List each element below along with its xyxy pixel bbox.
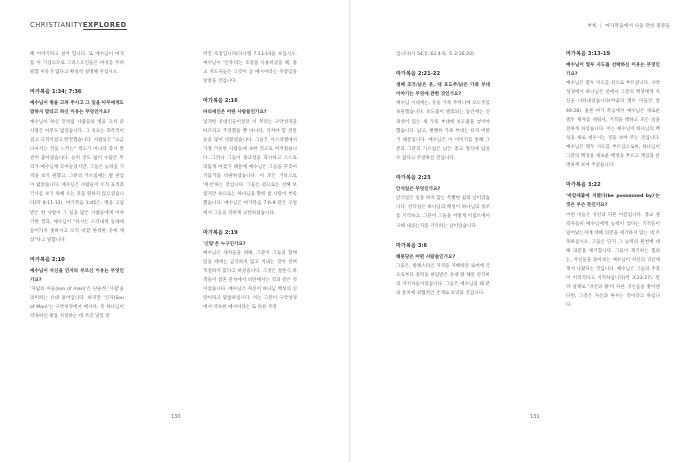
section-question: '바알세불에 지폈다(be possessed by)'는 것은 무슨 뜻인가요?	[566, 194, 660, 209]
column-1	[30, 50, 124, 322]
running-header-left	[30, 21, 127, 29]
section-heading: 마가복음 2:21-22	[396, 71, 441, 78]
section-heading: 마가복음 3:22	[566, 182, 601, 189]
page-number-right: 131	[530, 414, 540, 420]
header-section: 부록	[587, 24, 597, 29]
brand-light: CHRISTIANITY	[30, 21, 83, 29]
column-3	[396, 50, 490, 298]
column-intro: 려진 호칭입니다(다니엘 7:13-14을 보십시오. 예수님이 '인자'라는 호칭을 사용하셨을 때, 종교 지도자들은 그것이 곧 메시아라는 주장임을 알았을 것입니다.	[203, 52, 297, 85]
section-question: 생베 조각/낡은 옷, 새 포도주/낡은 가죽 부대 이야기는 무엇에 관한 것인가요?	[396, 83, 490, 98]
page-number-left: 130	[171, 414, 181, 420]
section-question: 예수님이 자신을 인자라 부르신 이유는 무엇인가요?	[30, 268, 124, 284]
section-answer: 예수님은 열두 지도를 선으로 부르셨니다. 구약성경에서 하나님은 선에서 그분의 백성에게 자신을 나타내셨습니다(야곱의 열두 아들인 창 49:28). 물론 마가 복음에서 예수님은 새로운 열두 제자를 세워서, 기적을 행하고 모든 일을 전하게 하셨습니다. 이는 예수님이 하나님의 백성을 새로 세우시는 것을 보여 주는 것입니다. 예수님은 열두 사도를 부르심으로써, 하나님이 그분의 백성을 새로운 백성을 부르고 계심을 분명하게 보여 주셨습니다.	[566, 81, 660, 169]
section-heading: 마가복음 2:23	[396, 175, 431, 182]
section-heading: 마가복음 3:6	[396, 242, 428, 249]
column-intro: 해 이야기하고 싶어 합니다. 또 예수님이 마귀를 이 기셨으므로 그리스도인들은 마귀를 두려워할 이유가 없다고 확실히 설명해 주십시오.	[30, 52, 124, 76]
section-answer: 예수님은 세자들을 위해, 그분이 그들과 함께 있을 때에는 금식하지 않고 지내는 것이 전혀 적절하지 않다고 하셨습니다. 그것은 결혼식 하객들이 결혼 잔치에서 비탄에서는 것과 같은 것이었습니다. 예수님은 자신이 하나님 백성의 신랑이라고 말씀하십니다. 이는 그분이 구약성경에서 약속한 메시아라는 또 다른 주장	[203, 250, 297, 311]
running-header-right	[587, 22, 670, 29]
section-question: 예수님이 열두 사도를 선택하신 이유는 무엇인가요?	[566, 63, 660, 78]
section-question: 예수님이 병을 고쳐 주시고 그 일을 아무에게도 말하지 말라고 하신 이유는 무엇인가요?	[30, 101, 124, 116]
header-title: 마가복음에서 나올 만한 질문들	[605, 24, 670, 29]
section-heading: 마가복음 1:34; 7:36	[30, 89, 82, 96]
section-answer: 예수님 시대에는, 옷을 가죽 주머니에 포도주를 보관했습니다. 포도즙이 발효되는 동안에는 신축성이 있는 새 가죽 부대에 보도즙을 넣어야 했습니다. 낡고, 뻣뻣한 가죽 부대는 터져 버렸기 때문입니다. 예수님은 이 이미지를 통해 그분과 그분의 가르침은 낡은 종교 형식에 담을 수 없다고 주장하신 것입니다.	[396, 101, 490, 161]
section-answer: 예수님이 하신 것처럼 사람들의 병을 고쳐 준 사람은 아무도 없었습니다. 그 치료는 즉각적이었고 극적이었고 완전했습니다. 사람들은 "요금 나아지는 것을 느끼는" 정도가 아니라 즉시 완전히 좋아졌습니다. 능히 것도 없이 수많은 무리가 예수님께 모여들었지만, 그들은 능력을 기적을 보기 원했고, 그분의 가르침에는 별 관심이 없었습니다. 예수님은 사람들이 오직 표적과 기사를 보기 위해 오는 것을 원하지 않으셨습니다(막 8:11-13). 마가복음 1:45은, 병을 고침받은 한 사람이 그 일을 많은 사람들에게 이야기한 결과, 예수님이 "다시는 드러내게 동네에 들어가지 못하시고 오직 바깥 한적한 곳에 계셨"다고 말합니다.	[30, 119, 124, 243]
brand-bold: EXPLORED	[82, 21, 127, 29]
column-4	[566, 50, 660, 311]
section-answer: 그들은, 팔레스타인 지역을 지배하던 로마에 국으로부터 권력을 위임받은 유대 왕 헤롯 안더바의 지지자들이었습니다. 그들은 예수님을 왜 분의 통치에 위협적인 존재로 보았을 것입니다.	[396, 263, 490, 297]
header-separator: |	[600, 24, 602, 29]
section-answer: '자담의 아들(son of man)'은 단순히 '사람'을 의미하는 유대 용어입니다. 하지만 '인자(Son of Man)'는 구약성경에서 메시아, 즉 하나님이 약속하신 왕을 지칭하는 데 쓰인 널리 알	[30, 287, 124, 320]
section-heading: 마가복음 2:16	[203, 98, 238, 105]
page-gutter	[349, 0, 351, 462]
section-answer: 엄격한 유대인들이었던 이 무리는 구약성경을 따르라고 주장했을 뿐 아니라, 지켜야 할 전통들을 많이 덧붙였습니다. 그들은 이스라엘에서 가장 거룩한 사람들에 속한 것으로 여겨졌습니다. 그러나 그들이 종교성을 과시하고 스스로 의롭게 여겼기 때문에 예수님은 그들을 꾸짖어 거듭거듭 비판하셨습니다. 이 모든 거룩으로 '위선'하는 것입니다. 그들은 겉으로는 선해 보였지만 속으로는 하나님을 향한 참 사랑이 부족했습니다. 예수님은 마가복음 7:6-9 같은 구절에서 그들을 강하게 규탄하셨습니다.	[203, 119, 297, 216]
section-answer: 어떤 이들은 귀신의 다른 이름입니다. 종교 권력자들이 예수님에게 능력이 있다는 기적들이 일어났는지에 대해 의문을 제기하지 않는 대 주목하십시오. 그들은 단지 그 능력의 원천에 대해 의문을 제기합니다. 그들이 제기하는 혐의는, 자신들을 돌아보는 예수님이 자신의 귀신에게서 나왔다는 것입니다. 예수님은 그들의 주장이 어리석다고 지적하십니다(막 3:23-27). 만약 실제로 '귀신의 왕'이 다른 귀신들을 쫓아낸다면, 그것은 자신과 싸우는 것이라고 하십니다.	[566, 212, 660, 309]
section-question: 헤롯당은 어떤 사람들인가요?	[396, 254, 456, 260]
section-question: 바리새인은 어떤 사람들인가요?	[203, 110, 267, 116]
section-heading: 마가복음 2:10	[30, 256, 65, 263]
section-question: 안식일은 무엇인가요?	[396, 187, 441, 193]
section-heading: 마가복음 3:13-19	[566, 51, 611, 57]
column-2	[203, 50, 297, 312]
section-question: '신랑'은 누구인가요?	[203, 241, 246, 247]
section-answer: 안식일은 일을 하지 않는 특별한 쉼의 날이었습니다. 안식일은 하나님의 백성이 하나님의 창조를 기억하고, 그분이 그들을 어떻게 이집트에서 구해 내셨는지를 기억하는 날이었습니다.	[396, 196, 490, 229]
section-heading: 마가복음 2:19	[203, 229, 238, 236]
column-intro: 입니다(사 54:5; 62:4-5; 호 2:16-20).	[396, 52, 476, 57]
